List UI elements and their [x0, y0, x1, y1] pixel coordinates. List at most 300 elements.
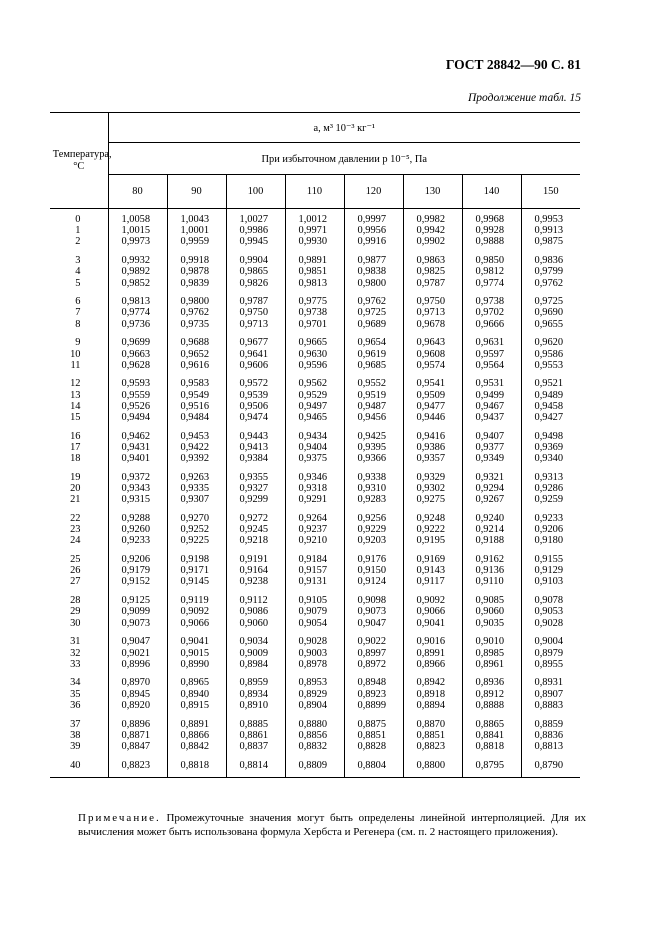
value-cell: 0,9877 — [344, 255, 403, 266]
value-cell: 0,9338 — [344, 472, 403, 483]
temperature-cell: 34 — [50, 677, 108, 688]
table-row — [50, 337, 580, 348]
spacer-cell — [462, 248, 521, 256]
value-cell: 0,9477 — [403, 401, 462, 412]
value-cell: 0,9735 — [167, 319, 226, 330]
value-cell: 0,9041 — [403, 618, 462, 629]
value-cell: 0,9124 — [344, 576, 403, 587]
column-header-140: 140 — [462, 175, 521, 209]
value-cell: 0,8942 — [403, 677, 462, 688]
spacer-cell — [167, 505, 226, 513]
value-cell: 0,9129 — [521, 565, 580, 576]
value-cell: 0,9416 — [403, 431, 462, 442]
spacer-cell — [521, 670, 580, 678]
value-cell: 0,9725 — [344, 307, 403, 318]
value-cell: 0,9787 — [403, 278, 462, 289]
value-cell: 0,9956 — [344, 225, 403, 236]
spacer-cell — [285, 629, 344, 637]
value-cell: 0,9401 — [108, 453, 167, 464]
value-cell: 0,9218 — [226, 535, 285, 546]
value-cell: 0,8883 — [521, 700, 580, 711]
value-cell: 0,9404 — [285, 442, 344, 453]
spacer-cell — [462, 371, 521, 379]
table-row — [50, 278, 580, 289]
table-row — [50, 513, 580, 524]
value-cell: 0,9497 — [285, 401, 344, 412]
value-cell: 0,9799 — [521, 266, 580, 277]
value-cell: 0,9302 — [403, 483, 462, 494]
spacer-cell — [285, 464, 344, 472]
spacer-cell — [344, 588, 403, 596]
value-cell: 0,9593 — [108, 378, 167, 389]
value-cell: 0,9562 — [285, 378, 344, 389]
value-cell: 0,9458 — [521, 401, 580, 412]
value-cell: 0,9762 — [344, 296, 403, 307]
value-cell: 0,9574 — [403, 360, 462, 371]
value-cell: 0,9775 — [285, 296, 344, 307]
value-cell: 0,9053 — [521, 606, 580, 617]
spacer-cell — [226, 464, 285, 472]
value-cell: 0,9689 — [344, 319, 403, 330]
spacer-cell — [403, 588, 462, 596]
temperature-cell: 7 — [50, 307, 108, 318]
value-cell: 0,9762 — [521, 278, 580, 289]
spacer-cell — [167, 547, 226, 555]
value-cell: 0,9836 — [521, 255, 580, 266]
spacer-cell — [285, 670, 344, 678]
table-row — [50, 225, 580, 236]
value-cell: 0,9145 — [167, 576, 226, 587]
value-cell: 0,9665 — [285, 337, 344, 348]
value-cell: 0,8985 — [462, 648, 521, 659]
spacer-cell — [226, 752, 285, 760]
value-cell: 0,9663 — [108, 349, 167, 360]
value-cell: 0,8915 — [167, 700, 226, 711]
table-row — [50, 378, 580, 389]
table-row — [50, 266, 580, 277]
value-cell: 0,9800 — [344, 278, 403, 289]
column-header-80: 80 — [108, 175, 167, 209]
value-cell: 0,9498 — [521, 431, 580, 442]
value-cell: 0,9179 — [108, 565, 167, 576]
temperature-cell: 35 — [50, 689, 108, 700]
value-cell: 0,9270 — [167, 513, 226, 524]
value-cell: 0,8899 — [344, 700, 403, 711]
value-cell: 0,9237 — [285, 524, 344, 535]
value-cell: 0,8832 — [285, 741, 344, 752]
value-cell: 0,9839 — [167, 278, 226, 289]
spacer-cell — [403, 248, 462, 256]
value-cell: 0,9516 — [167, 401, 226, 412]
value-cell: 0,9214 — [462, 524, 521, 535]
value-cell: 0,9655 — [521, 319, 580, 330]
spacer-cell — [344, 670, 403, 678]
spacer-cell — [285, 588, 344, 596]
value-cell: 0,9085 — [462, 595, 521, 606]
value-cell: 0,8859 — [521, 719, 580, 730]
spacer-cell — [285, 371, 344, 379]
value-cell: 0,8996 — [108, 659, 167, 670]
spacer-cell — [108, 505, 167, 513]
value-cell: 0,9701 — [285, 319, 344, 330]
spacer-cell — [521, 423, 580, 431]
value-cell: 0,9852 — [108, 278, 167, 289]
table-row — [50, 236, 580, 247]
group-spacer — [50, 464, 580, 472]
value-cell: 1,0012 — [285, 209, 344, 226]
value-cell: 0,9982 — [403, 209, 462, 226]
spacer-cell — [167, 248, 226, 256]
value-cell: 0,9369 — [521, 442, 580, 453]
value-cell: 0,9375 — [285, 453, 344, 464]
value-cell: 0,8920 — [108, 700, 167, 711]
value-cell: 0,9851 — [285, 266, 344, 277]
value-cell: 0,9291 — [285, 494, 344, 505]
spacer-cell — [521, 752, 580, 760]
value-cell: 0,9245 — [226, 524, 285, 535]
spacer-cell — [50, 289, 108, 297]
value-cell: 0,9260 — [108, 524, 167, 535]
value-cell: 0,9054 — [285, 618, 344, 629]
value-cell: 0,9564 — [462, 360, 521, 371]
value-cell: 0,9210 — [285, 535, 344, 546]
value-cell: 0,9377 — [462, 442, 521, 453]
value-cell: 0,9143 — [403, 565, 462, 576]
spacer-cell — [226, 423, 285, 431]
value-cell: 1,0058 — [108, 209, 167, 226]
value-cell: 0,9136 — [462, 565, 521, 576]
value-cell: 0,8870 — [403, 719, 462, 730]
group-spacer — [50, 670, 580, 678]
value-cell: 0,9453 — [167, 431, 226, 442]
value-cell: 0,8851 — [344, 730, 403, 741]
value-cell: 0,9713 — [403, 307, 462, 318]
group-spacer — [50, 588, 580, 596]
note-text: Промежуточные значения могут быть определены линейной интерполяцией. Для их вычисления может быть использована формула Хербста и Регенера (см. п. 2 настоящего приложения). — [78, 812, 586, 838]
value-cell: 0,9446 — [403, 412, 462, 423]
value-cell: 0,9918 — [167, 255, 226, 266]
value-cell: 0,8836 — [521, 730, 580, 741]
value-cell: 0,9162 — [462, 554, 521, 565]
value-cell: 0,9028 — [285, 636, 344, 647]
temperature-cell: 4 — [50, 266, 108, 277]
value-cell: 0,8841 — [462, 730, 521, 741]
value-cell: 0,9725 — [521, 296, 580, 307]
value-cell: 0,9437 — [462, 412, 521, 423]
temperature-cell: 5 — [50, 278, 108, 289]
spacer-cell — [50, 711, 108, 719]
value-cell: 0,9422 — [167, 442, 226, 453]
value-cell: 0,9009 — [226, 648, 285, 659]
table-row — [50, 700, 580, 711]
spacer-cell — [285, 711, 344, 719]
value-cell: 0,9959 — [167, 236, 226, 247]
spacer-cell — [285, 752, 344, 760]
value-cell: 0,9652 — [167, 349, 226, 360]
table-row — [50, 483, 580, 494]
value-cell: 0,8948 — [344, 677, 403, 688]
value-cell: 0,9750 — [403, 296, 462, 307]
spacer-cell — [50, 330, 108, 338]
value-cell: 0,8795 — [462, 760, 521, 778]
value-cell: 0,9340 — [521, 453, 580, 464]
spacer-cell — [521, 248, 580, 256]
value-cell: 0,8888 — [462, 700, 521, 711]
value-cell: 0,9750 — [226, 307, 285, 318]
table-row — [50, 209, 580, 226]
value-cell: 0,9180 — [521, 535, 580, 546]
value-cell: 0,9878 — [167, 266, 226, 277]
value-cell: 0,9150 — [344, 565, 403, 576]
value-cell: 0,9572 — [226, 378, 285, 389]
spacer-cell — [167, 752, 226, 760]
spacer-cell — [285, 547, 344, 555]
value-cell: 0,8953 — [285, 677, 344, 688]
value-cell: 0,9015 — [167, 648, 226, 659]
value-cell: 0,8842 — [167, 741, 226, 752]
spacer-cell — [344, 629, 403, 637]
value-cell: 0,9176 — [344, 554, 403, 565]
spacer-cell — [108, 289, 167, 297]
value-cell: 0,9272 — [226, 513, 285, 524]
value-cell: 0,9275 — [403, 494, 462, 505]
value-cell: 0,9443 — [226, 431, 285, 442]
value-cell: 0,8875 — [344, 719, 403, 730]
spacer-cell — [521, 547, 580, 555]
spacer-cell — [403, 711, 462, 719]
value-cell: 0,9702 — [462, 307, 521, 318]
value-cell: 0,9047 — [108, 636, 167, 647]
pressure-header: При избыточном давлении p 10⁻⁵, Па — [108, 143, 580, 175]
value-cell: 0,8990 — [167, 659, 226, 670]
value-cell: 0,9863 — [403, 255, 462, 266]
value-cell: 0,9826 — [226, 278, 285, 289]
value-cell: 0,9248 — [403, 513, 462, 524]
temperature-cell: 31 — [50, 636, 108, 647]
value-cell: 0,9060 — [462, 606, 521, 617]
spacer-cell — [521, 371, 580, 379]
value-cell: 0,8912 — [462, 689, 521, 700]
spacer-cell — [167, 371, 226, 379]
temperature-cell: 13 — [50, 390, 108, 401]
value-cell: 0,9499 — [462, 390, 521, 401]
spacer-cell — [226, 371, 285, 379]
value-cell: 0,9283 — [344, 494, 403, 505]
spacer-cell — [344, 464, 403, 472]
value-cell: 0,9559 — [108, 390, 167, 401]
spacer-cell — [226, 248, 285, 256]
value-cell: 0,9688 — [167, 337, 226, 348]
table-row — [50, 659, 580, 670]
temperature-cell: 38 — [50, 730, 108, 741]
spacer-cell — [462, 423, 521, 431]
value-cell: 0,9641 — [226, 349, 285, 360]
value-cell: 0,9631 — [462, 337, 521, 348]
value-cell: 0,9494 — [108, 412, 167, 423]
spacer-cell — [344, 423, 403, 431]
value-cell: 0,8790 — [521, 760, 580, 778]
value-cell: 0,8965 — [167, 677, 226, 688]
value-cell: 0,9315 — [108, 494, 167, 505]
spacer-cell — [167, 289, 226, 297]
value-cell: 0,9825 — [403, 266, 462, 277]
spacer-cell — [285, 289, 344, 297]
value-cell: 0,9519 — [344, 390, 403, 401]
value-cell: 0,9203 — [344, 535, 403, 546]
spacer-cell — [226, 547, 285, 555]
temperature-cell: 33 — [50, 659, 108, 670]
value-cell: 0,9112 — [226, 595, 285, 606]
spacer-cell — [167, 330, 226, 338]
value-cell: 0,9620 — [521, 337, 580, 348]
table-row — [50, 719, 580, 730]
spacer-cell — [344, 289, 403, 297]
value-cell: 0,9850 — [462, 255, 521, 266]
value-cell: 0,9434 — [285, 431, 344, 442]
value-cell: 0,9930 — [285, 236, 344, 247]
value-cell: 0,8814 — [226, 760, 285, 778]
value-cell: 0,9774 — [108, 307, 167, 318]
temperature-cell: 8 — [50, 319, 108, 330]
spacer-cell — [344, 505, 403, 513]
value-cell: 0,8929 — [285, 689, 344, 700]
value-cell: 0,9073 — [108, 618, 167, 629]
value-cell: 0,8818 — [167, 760, 226, 778]
value-cell: 0,9509 — [403, 390, 462, 401]
value-cell: 0,9103 — [521, 576, 580, 587]
spacer-cell — [50, 505, 108, 513]
value-cell: 0,9489 — [521, 390, 580, 401]
value-cell: 0,9259 — [521, 494, 580, 505]
table-row — [50, 760, 580, 778]
spacer-cell — [108, 423, 167, 431]
value-cell: 0,9307 — [167, 494, 226, 505]
table-row — [50, 648, 580, 659]
spacer-cell — [403, 289, 462, 297]
value-cell: 0,8934 — [226, 689, 285, 700]
value-cell: 0,9800 — [167, 296, 226, 307]
value-cell: 0,9678 — [403, 319, 462, 330]
spacer-cell — [285, 505, 344, 513]
spacer-cell — [403, 752, 462, 760]
table-row — [50, 595, 580, 606]
temperature-cell: 17 — [50, 442, 108, 453]
table-row — [50, 472, 580, 483]
value-cell: 0,9942 — [403, 225, 462, 236]
group-spacer — [50, 371, 580, 379]
value-cell: 0,9299 — [226, 494, 285, 505]
temperature-cell: 1 — [50, 225, 108, 236]
temperature-cell: 24 — [50, 535, 108, 546]
temperature-cell: 6 — [50, 296, 108, 307]
value-cell: 0,9916 — [344, 236, 403, 247]
value-cell: 0,9329 — [403, 472, 462, 483]
value-cell: 0,9875 — [521, 236, 580, 247]
value-cell: 0,9838 — [344, 266, 403, 277]
spacer-cell — [403, 330, 462, 338]
value-cell: 0,9738 — [462, 296, 521, 307]
value-cell: 0,9891 — [285, 255, 344, 266]
spacer-cell — [403, 505, 462, 513]
value-cell: 0,9608 — [403, 349, 462, 360]
spacer-cell — [344, 547, 403, 555]
value-cell: 0,9164 — [226, 565, 285, 576]
table-row — [50, 390, 580, 401]
temperature-header — [50, 113, 112, 209]
value-cell: 0,9812 — [462, 266, 521, 277]
spacer-cell — [108, 752, 167, 760]
value-cell: 0,9552 — [344, 378, 403, 389]
value-cell: 0,9028 — [521, 618, 580, 629]
value-cell: 0,8896 — [108, 719, 167, 730]
value-cell: 0,8894 — [403, 700, 462, 711]
value-cell: 0,9467 — [462, 401, 521, 412]
value-cell: 0,9188 — [462, 535, 521, 546]
spacer-cell — [108, 248, 167, 256]
value-cell: 0,8997 — [344, 648, 403, 659]
spacer-cell — [521, 629, 580, 637]
spacer-cell — [108, 547, 167, 555]
value-cell: 0,9630 — [285, 349, 344, 360]
temperature-cell: 29 — [50, 606, 108, 617]
value-cell: 0,9206 — [521, 524, 580, 535]
group-spacer — [50, 547, 580, 555]
value-cell: 0,8984 — [226, 659, 285, 670]
value-cell: 0,8880 — [285, 719, 344, 730]
spacer-cell — [108, 711, 167, 719]
spacer-cell — [344, 711, 403, 719]
table-row — [50, 360, 580, 371]
spacer-cell — [462, 629, 521, 637]
spacer-cell — [403, 371, 462, 379]
value-cell: 0,9474 — [226, 412, 285, 423]
spacer-cell — [285, 248, 344, 256]
value-cell: 0,9198 — [167, 554, 226, 565]
table-row — [50, 453, 580, 464]
value-cell: 0,9384 — [226, 453, 285, 464]
value-cell: 0,9240 — [462, 513, 521, 524]
value-cell: 0,9762 — [167, 307, 226, 318]
spacer-cell — [521, 289, 580, 297]
value-cell: 0,9865 — [226, 266, 285, 277]
value-cell: 0,9041 — [167, 636, 226, 647]
temperature-cell: 2 — [50, 236, 108, 247]
value-cell: 0,9016 — [403, 636, 462, 647]
value-cell: 0,8979 — [521, 648, 580, 659]
spacer-cell — [50, 629, 108, 637]
value-cell: 0,9125 — [108, 595, 167, 606]
table-row — [50, 576, 580, 587]
value-cell: 0,9366 — [344, 453, 403, 464]
value-cell: 0,8856 — [285, 730, 344, 741]
value-cell: 0,9004 — [521, 636, 580, 647]
value-cell: 0,9225 — [167, 535, 226, 546]
temperature-cell: 14 — [50, 401, 108, 412]
spacer-cell — [226, 289, 285, 297]
table-row — [50, 401, 580, 412]
value-cell: 0,9487 — [344, 401, 403, 412]
table-row — [50, 524, 580, 535]
value-cell: 0,8907 — [521, 689, 580, 700]
spacer-cell — [108, 588, 167, 596]
spacer-cell — [50, 670, 108, 678]
value-cell: 0,9932 — [108, 255, 167, 266]
value-cell: 0,9953 — [521, 209, 580, 226]
spacer-cell — [462, 330, 521, 338]
group-spacer — [50, 711, 580, 719]
value-cell: 0,9171 — [167, 565, 226, 576]
spacer-cell — [226, 588, 285, 596]
